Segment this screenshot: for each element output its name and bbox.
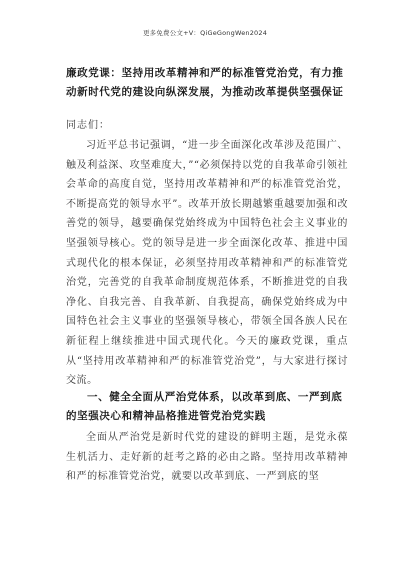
salutation: 同志们： (66, 120, 110, 131)
document-title: 廉政党课：坚持用改革精神和严的标准管党治党，有力推动新时代党的建设向纵深发展，为推动改革提供坚强保证 (66, 67, 344, 98)
body-paragraph: 全面从严治党是新时代党的建设的鲜明主题，是党永葆生机活力、走好新的赶考之路的必由之路。坚持用改革精神和严的标准管党治党，就要以改革到底、一严到底的坚 (66, 432, 348, 483)
body-paragraph: 习近平总书记强调，“进一步全面深化改革涉及范围广、触及利益深、攻坚难度大，”“必须保持以党的自我革命引领社会革命的高度自觉，坚持用改革精神和严的标准管党治党，不断提高党的领导水平”。改革开放长期越繁重越要加强和改善党的领导，越要确保党始终成为中国特色社会主义事业的坚强领导核心。党的领导是进一步全面深化改革、推进中国式现代化的根本保证，必须坚持用改革精神和严的标准管党治党，完善党的自我革命制度规范体系，不断推进党的自我净化、自我完善、自我革新、自我提高，确保党始终成为中国特色社会主义事业的坚强领导核心，带领全国各族人民在新征程上继续推进中国式现代化。今天的廉政党课，重点从“坚持用改革精神和严的标准管党治党”，与大家进行探讨交流。 (66, 140, 348, 387)
section-heading: 一、健全全面从严治党体系，以改革到底、一严到底的坚强决心和精神品格推进管党治党实践 (66, 391, 343, 422)
header-watermark-note: 更多免费公文+V：QiGeGongWen2024 (142, 29, 268, 37)
